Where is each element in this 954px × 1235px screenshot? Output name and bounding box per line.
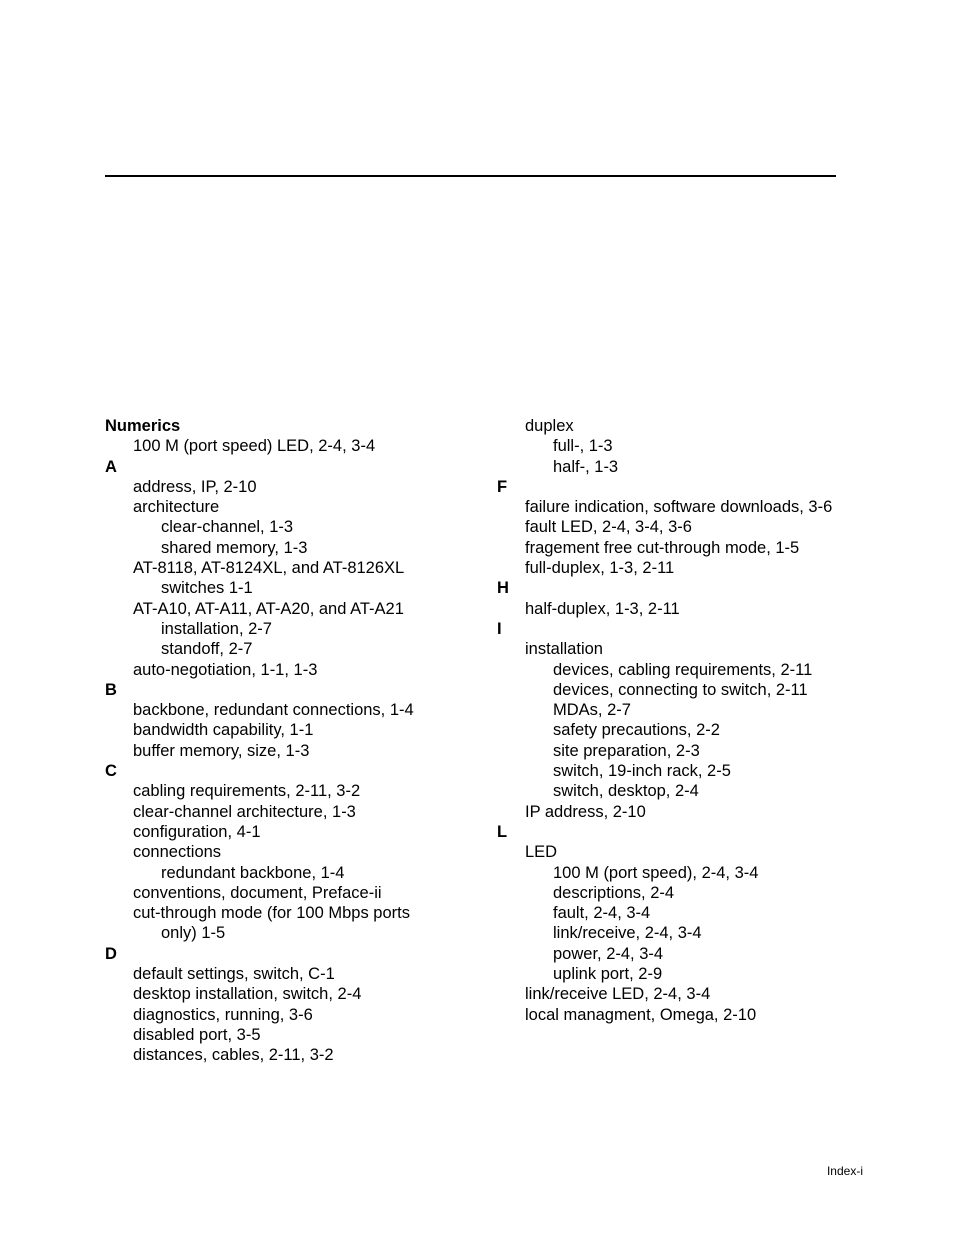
index-entry: distances, cables, 2-11, 3-2	[133, 1046, 334, 1065]
index-entry: switches 1-1	[161, 579, 253, 598]
index-entry: standoff, 2-7	[161, 640, 253, 659]
index-letter-heading: A	[105, 457, 117, 476]
index-entry: auto-negotiation, 1-1, 1-3	[133, 660, 318, 679]
index-entry: bandwidth capability, 1-1	[133, 721, 314, 740]
index-entry: disabled port, 3-5	[133, 1025, 261, 1044]
index-entry: conventions, document, Preface-ii	[133, 883, 382, 902]
index-entry: only) 1-5	[161, 924, 226, 943]
index-letter-heading: B	[105, 680, 117, 699]
index-entry: backbone, redundant connections, 1-4	[133, 701, 414, 720]
index-entry: diagnostics, running, 3-6	[133, 1005, 313, 1024]
index-column-right	[497, 416, 877, 1025]
index-entry: clear-channel, 1-3	[161, 518, 294, 537]
index-entry: installation, 2-7	[161, 619, 272, 638]
index-entry: clear-channel architecture, 1-3	[133, 802, 356, 821]
index-entry: half-duplex, 1-3, 2-11	[525, 599, 680, 618]
index-entry: architecture	[133, 498, 220, 517]
index-letter-heading: Numerics	[105, 417, 181, 435]
index-entry: default settings, switch, C-1	[133, 965, 335, 984]
index-entry: uplink port, 2-9	[553, 965, 663, 984]
index-letter-heading: L	[497, 822, 508, 841]
index-entry: fragement free cut-through mode, 1-5	[525, 538, 800, 557]
index-entry: IP address, 2-10	[525, 802, 646, 821]
index-entry: devices, connecting to switch, 2-11	[553, 680, 808, 699]
index-letter-heading: F	[497, 477, 508, 496]
index-entry: MDAs, 2-7	[553, 701, 631, 720]
index-entry: devices, cabling requirements, 2-11	[553, 660, 813, 679]
index-entry: connections	[133, 843, 222, 862]
index-entry: 100 M (port speed), 2-4, 3-4	[553, 863, 759, 882]
index-entry: link/receive, 2-4, 3-4	[553, 924, 702, 943]
header-rule	[105, 175, 836, 177]
index-entry: safety precautions, 2-2	[553, 721, 720, 740]
index-entry: redundant backbone, 1-4	[161, 863, 345, 882]
index-column-left	[105, 416, 465, 1066]
index-entry: LED	[525, 843, 558, 862]
index-entry: address, IP, 2-10	[133, 477, 257, 496]
index-entry: 100 M (port speed) LED, 2-4, 3-4	[133, 437, 376, 456]
index-entry: cabling requirements, 2-11, 3-2	[133, 782, 361, 801]
index-letter-heading: I	[497, 619, 502, 638]
index-entry: full-duplex, 1-3, 2-11	[525, 559, 675, 578]
index-entry: local managment, Omega, 2-10	[525, 1005, 757, 1024]
index-entry: half-, 1-3	[553, 457, 619, 476]
index-entry: link/receive LED, 2-4, 3-4	[525, 985, 711, 1004]
index-entry: buffer memory, size, 1-3	[133, 741, 310, 760]
index-letter-heading: C	[105, 762, 117, 781]
index-entry: desktop installation, switch, 2-4	[133, 985, 362, 1004]
index-entry: shared memory, 1-3	[161, 538, 308, 557]
index-entry: AT-A10, AT-A11, AT-A20, and AT-A21	[133, 599, 404, 618]
index-entry: fault LED, 2-4, 3-4, 3-6	[525, 518, 692, 537]
index-entry: full-, 1-3	[553, 437, 613, 456]
index-entry: fault, 2-4, 3-4	[553, 904, 651, 923]
index-entry: cut-through mode (for 100 Mbps ports	[133, 904, 410, 923]
index-entry: failure indication, software downloads, 3-6	[525, 498, 833, 517]
index-entry: switch, 19-inch rack, 2-5	[553, 762, 731, 781]
index-entry: switch, desktop, 2-4	[553, 782, 699, 801]
index-entry: duplex	[525, 417, 574, 435]
index-entry: AT-8118, AT-8124XL, and AT-8126XL	[133, 559, 405, 578]
index-entry: descriptions, 2-4	[553, 883, 675, 902]
index-entry: power, 2-4, 3-4	[553, 944, 664, 963]
index-entry: site preparation, 2-3	[553, 741, 700, 760]
index-entry: installation	[525, 640, 603, 659]
index-entry: configuration, 4-1	[133, 822, 261, 841]
index-letter-heading: D	[105, 944, 117, 963]
page-number: Index-i	[826, 1164, 863, 1178]
index-letter-heading: H	[497, 579, 509, 598]
